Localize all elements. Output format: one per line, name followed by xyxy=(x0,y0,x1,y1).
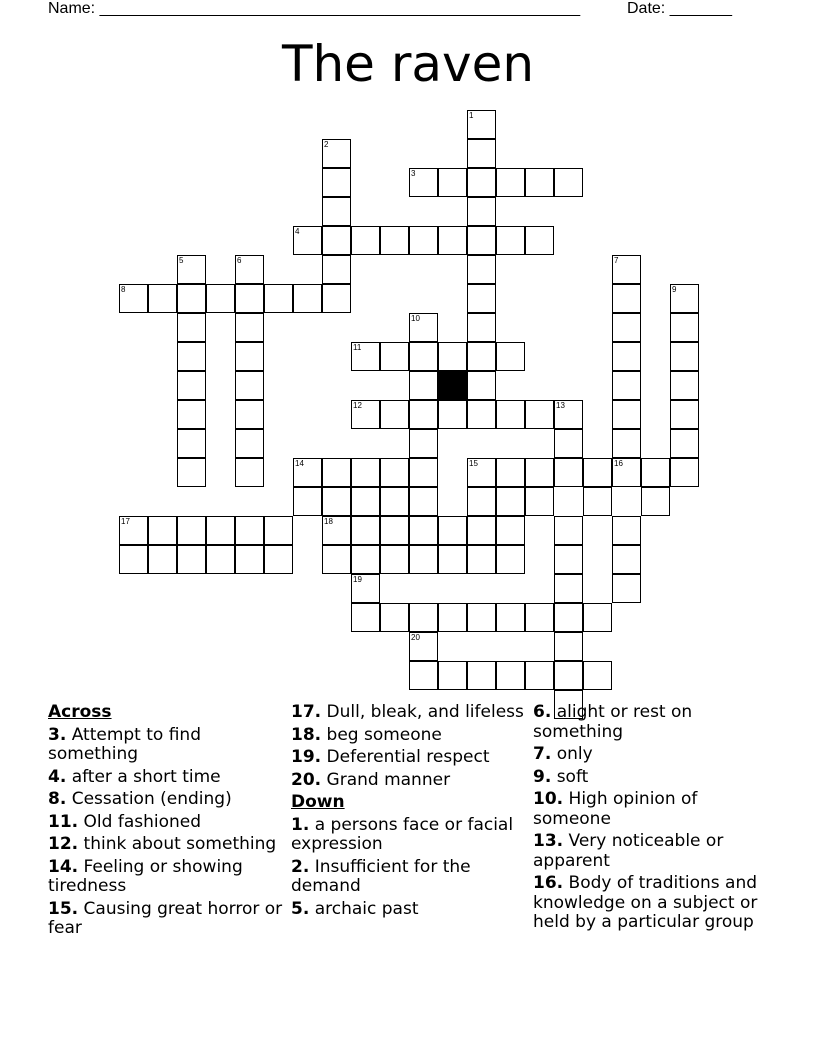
clue-number: 1. xyxy=(291,814,310,835)
grid-cell-black xyxy=(438,371,467,400)
grid-cell[interactable] xyxy=(438,516,467,545)
grid-cell[interactable] xyxy=(467,371,496,400)
grid-cell[interactable] xyxy=(409,516,438,545)
grid-cell[interactable] xyxy=(409,400,438,429)
grid-cell[interactable] xyxy=(351,603,380,632)
down-clue xyxy=(533,832,769,871)
across-clue xyxy=(291,726,527,746)
grid-cell[interactable] xyxy=(409,226,438,255)
grid-cell[interactable] xyxy=(467,545,496,574)
grid-cell[interactable] xyxy=(351,487,380,516)
grid-cell[interactable] xyxy=(525,603,554,632)
clue-text: Feeling or showing tiredness xyxy=(48,856,243,896)
grid-cell[interactable] xyxy=(322,516,351,545)
grid-cell[interactable] xyxy=(177,458,206,487)
grid-cell[interactable] xyxy=(583,487,612,516)
grid-cell[interactable] xyxy=(409,371,438,400)
clue-text: think about something xyxy=(83,834,277,854)
grid-cell[interactable] xyxy=(525,400,554,429)
clue-number: 19. xyxy=(291,747,322,767)
down-clue xyxy=(533,790,769,829)
grid-cell[interactable] xyxy=(525,487,554,516)
grid-cell[interactable] xyxy=(409,545,438,574)
clue-text: Very noticeable or apparent xyxy=(533,831,724,871)
clue-number-label: 17 xyxy=(121,517,130,526)
grid-cell[interactable] xyxy=(467,255,496,284)
grid-cell[interactable] xyxy=(148,545,177,574)
clue-number-label: 16 xyxy=(614,459,623,468)
grid-cell[interactable] xyxy=(670,342,699,371)
grid-cell[interactable] xyxy=(206,284,235,313)
grid-cell[interactable] xyxy=(467,226,496,255)
grid-cell[interactable] xyxy=(612,429,641,458)
grid-cell[interactable] xyxy=(641,458,670,487)
grid-cell[interactable] xyxy=(583,458,612,487)
grid-cell[interactable] xyxy=(670,313,699,342)
grid-cell[interactable] xyxy=(322,487,351,516)
down-clue xyxy=(533,768,769,788)
clue-number: 7. xyxy=(533,744,552,764)
grid-cell[interactable] xyxy=(554,661,583,690)
grid-cell[interactable] xyxy=(467,110,496,139)
grid-cell[interactable] xyxy=(525,226,554,255)
clue-number: 16. xyxy=(533,873,564,893)
clue-text: Old fashioned xyxy=(83,811,202,832)
grid-cell[interactable] xyxy=(409,429,438,458)
grid-cell[interactable] xyxy=(670,429,699,458)
clue-text: beg someone xyxy=(326,724,442,745)
clue-text: soft xyxy=(556,766,589,787)
across-heading: Across xyxy=(48,702,112,722)
grid-cell[interactable] xyxy=(380,516,409,545)
grid-cell[interactable] xyxy=(670,284,699,313)
grid-cell[interactable] xyxy=(177,545,206,574)
grid-cell[interactable] xyxy=(409,603,438,632)
grid-cell[interactable] xyxy=(264,516,293,545)
grid-cell[interactable] xyxy=(322,139,351,168)
grid-cell[interactable] xyxy=(467,168,496,197)
grid-cell[interactable] xyxy=(351,545,380,574)
clue-number-label: 15 xyxy=(469,459,478,468)
grid-cell[interactable] xyxy=(467,603,496,632)
grid-cell[interactable] xyxy=(467,458,496,487)
grid-cell[interactable] xyxy=(293,226,322,255)
clue-number: 15. xyxy=(48,898,79,919)
grid-cell[interactable] xyxy=(409,487,438,516)
grid-cell[interactable] xyxy=(612,371,641,400)
clue-number: 20. xyxy=(291,769,322,790)
clue-number: 9. xyxy=(533,766,552,787)
grid-cell[interactable] xyxy=(612,284,641,313)
clue-number-label: 10 xyxy=(411,314,420,323)
grid-cell[interactable] xyxy=(351,226,380,255)
clues-column-1 xyxy=(48,703,284,942)
clue-number: 18. xyxy=(291,724,322,745)
across-clue xyxy=(48,835,284,855)
clue-number-label: 8 xyxy=(121,285,126,294)
grid-cell[interactable] xyxy=(235,429,264,458)
grid-cell[interactable] xyxy=(177,284,206,313)
across-clue xyxy=(48,726,284,765)
grid-cell[interactable] xyxy=(496,487,525,516)
clue-number: 11. xyxy=(48,811,79,832)
grid-cell[interactable] xyxy=(496,458,525,487)
across-clue xyxy=(48,768,284,788)
clue-text: Deferential respect xyxy=(326,747,490,767)
grid-cell[interactable] xyxy=(438,226,467,255)
grid-cell[interactable] xyxy=(467,400,496,429)
grid-cell[interactable] xyxy=(467,197,496,226)
puzzle-title: The raven xyxy=(281,35,535,93)
clue-text: a persons face or facial expression xyxy=(291,814,514,854)
down-clue xyxy=(533,703,769,742)
grid-cell[interactable] xyxy=(322,255,351,284)
clue-number: 2. xyxy=(291,856,310,877)
grid-cell[interactable] xyxy=(293,487,322,516)
clue-text: only xyxy=(556,744,593,764)
date-field-label: Date: _______ xyxy=(627,0,732,17)
grid-cell[interactable] xyxy=(554,545,583,574)
grid-cell[interactable] xyxy=(670,400,699,429)
grid-cell[interactable] xyxy=(467,516,496,545)
grid-cell[interactable] xyxy=(496,545,525,574)
clue-number-label: 13 xyxy=(556,401,565,410)
clue-text: Grand manner xyxy=(326,769,451,790)
grid-cell[interactable] xyxy=(525,168,554,197)
grid-cell[interactable] xyxy=(293,458,322,487)
grid-cell[interactable] xyxy=(554,168,583,197)
clue-text: after a short time xyxy=(71,766,221,787)
grid-cell[interactable] xyxy=(496,661,525,690)
grid-cell[interactable] xyxy=(235,255,264,284)
grid-cell[interactable] xyxy=(612,313,641,342)
grid-cell[interactable] xyxy=(554,632,583,661)
grid-cell[interactable] xyxy=(525,458,554,487)
across-clue xyxy=(48,858,284,897)
across-clue xyxy=(291,703,527,723)
grid-cell[interactable] xyxy=(438,400,467,429)
grid-cell[interactable] xyxy=(554,516,583,545)
grid-cell[interactable] xyxy=(148,516,177,545)
grid-cell[interactable] xyxy=(409,632,438,661)
grid-cell[interactable] xyxy=(380,487,409,516)
clue-text: Cessation (ending) xyxy=(71,789,232,809)
clue-number: 6. xyxy=(533,702,552,722)
clue-text: archaic past xyxy=(314,898,419,919)
clue-number-label: 18 xyxy=(324,517,333,526)
grid-cell[interactable] xyxy=(380,458,409,487)
grid-cell[interactable] xyxy=(496,516,525,545)
grid-cell[interactable] xyxy=(525,661,554,690)
grid-cell[interactable] xyxy=(206,516,235,545)
grid-cell[interactable] xyxy=(583,661,612,690)
grid-cell[interactable] xyxy=(467,284,496,313)
clues-column-3 xyxy=(533,703,769,936)
grid-cell[interactable] xyxy=(670,371,699,400)
grid-cell[interactable] xyxy=(467,139,496,168)
grid-cell[interactable] xyxy=(554,429,583,458)
grid-cell[interactable] xyxy=(177,371,206,400)
grid-cell[interactable] xyxy=(409,168,438,197)
clue-text: alight or rest on something xyxy=(533,702,693,742)
clue-number-label: 1 xyxy=(469,111,474,120)
grid-cell[interactable] xyxy=(438,661,467,690)
across-clue xyxy=(48,790,284,810)
grid-cell[interactable] xyxy=(467,342,496,371)
grid-cell[interactable] xyxy=(496,400,525,429)
down-clue xyxy=(291,858,527,897)
grid-cell[interactable] xyxy=(119,284,148,313)
clue-number-label: 3 xyxy=(411,169,416,178)
grid-cell[interactable] xyxy=(322,226,351,255)
grid-cell[interactable] xyxy=(670,458,699,487)
clue-number-label: 9 xyxy=(672,285,677,294)
grid-cell[interactable] xyxy=(496,603,525,632)
grid-cell[interactable] xyxy=(177,313,206,342)
grid-cell[interactable] xyxy=(496,226,525,255)
down-clue xyxy=(291,900,527,920)
grid-cell[interactable] xyxy=(351,400,380,429)
grid-cell[interactable] xyxy=(235,313,264,342)
grid-cell[interactable] xyxy=(467,313,496,342)
grid-cell[interactable] xyxy=(380,545,409,574)
grid-cell[interactable] xyxy=(496,168,525,197)
grid-cell[interactable] xyxy=(264,284,293,313)
grid-cell[interactable] xyxy=(554,603,583,632)
grid-cell[interactable] xyxy=(409,342,438,371)
grid-cell[interactable] xyxy=(496,342,525,371)
clue-number-label: 19 xyxy=(353,575,362,584)
grid-cell[interactable] xyxy=(322,197,351,226)
grid-cell[interactable] xyxy=(177,255,206,284)
grid-cell[interactable] xyxy=(467,661,496,690)
down-clue xyxy=(533,745,769,765)
grid-cell[interactable] xyxy=(554,400,583,429)
grid-cell[interactable] xyxy=(322,284,351,313)
grid-cell[interactable] xyxy=(612,342,641,371)
grid-cell[interactable] xyxy=(235,516,264,545)
clue-number-label: 12 xyxy=(353,401,362,410)
clue-text: Attempt to find something xyxy=(48,724,201,764)
grid-cell[interactable] xyxy=(554,458,583,487)
clue-text: Insufficient for the demand xyxy=(291,856,471,896)
grid-cell[interactable] xyxy=(206,545,235,574)
grid-cell[interactable] xyxy=(612,400,641,429)
grid-cell[interactable] xyxy=(322,168,351,197)
clue-text: Body of traditions and knowledge on a subject or held by a particular group xyxy=(533,873,758,932)
grid-cell[interactable] xyxy=(612,574,641,603)
clue-text: Causing great horror or fear xyxy=(48,898,283,938)
clue-number: 12. xyxy=(48,834,79,854)
name-field-label: Name: ______________________________________________________ xyxy=(48,0,581,17)
grid-cell[interactable] xyxy=(583,603,612,632)
grid-cell[interactable] xyxy=(148,284,177,313)
grid-cell[interactable] xyxy=(351,342,380,371)
grid-cell[interactable] xyxy=(177,516,206,545)
clue-number: 14. xyxy=(48,856,79,877)
clue-number: 3. xyxy=(48,724,67,745)
clue-number: 10. xyxy=(533,789,564,809)
grid-cell[interactable] xyxy=(351,516,380,545)
grid-cell[interactable] xyxy=(119,545,148,574)
grid-cell[interactable] xyxy=(467,487,496,516)
clues-column-2 xyxy=(291,703,527,922)
clue-number: 8. xyxy=(48,789,67,809)
grid-cell[interactable] xyxy=(235,458,264,487)
grid-cell[interactable] xyxy=(612,545,641,574)
clue-number: 4. xyxy=(48,766,67,787)
grid-cell[interactable] xyxy=(438,168,467,197)
grid-cell[interactable] xyxy=(554,574,583,603)
grid-cell[interactable] xyxy=(409,661,438,690)
grid-cell[interactable] xyxy=(409,458,438,487)
clue-text: High opinion of someone xyxy=(533,789,698,829)
grid-cell[interactable] xyxy=(119,516,148,545)
grid-cell[interactable] xyxy=(235,371,264,400)
down-clue xyxy=(533,874,769,933)
grid-cell[interactable] xyxy=(322,458,351,487)
grid-cell[interactable] xyxy=(235,284,264,313)
grid-cell[interactable] xyxy=(438,545,467,574)
across-clue xyxy=(291,748,527,768)
grid-cell[interactable] xyxy=(641,487,670,516)
grid-cell[interactable] xyxy=(322,545,351,574)
across-clue xyxy=(48,900,284,939)
grid-cell[interactable] xyxy=(351,458,380,487)
grid-cell[interactable] xyxy=(612,516,641,545)
grid-cell[interactable] xyxy=(235,400,264,429)
clue-number-label: 2 xyxy=(324,140,329,149)
grid-cell[interactable] xyxy=(380,603,409,632)
grid-cell[interactable] xyxy=(177,342,206,371)
grid-cell[interactable] xyxy=(438,603,467,632)
grid-cell[interactable] xyxy=(380,342,409,371)
grid-cell[interactable] xyxy=(235,342,264,371)
clue-number-label: 11 xyxy=(353,343,362,352)
across-clue xyxy=(291,771,527,791)
across-clue xyxy=(48,813,284,833)
clue-number-label: 20 xyxy=(411,633,420,642)
grid-cell[interactable] xyxy=(293,284,322,313)
down-heading: Down xyxy=(291,792,345,812)
clue-number: 17. xyxy=(291,702,322,722)
clue-text: Dull, bleak, and lifeless xyxy=(326,702,524,722)
clue-number: 5. xyxy=(291,898,310,919)
clue-number-label: 6 xyxy=(237,256,242,265)
grid-cell[interactable] xyxy=(380,400,409,429)
clue-number-label: 4 xyxy=(295,227,300,236)
grid-cell[interactable] xyxy=(380,226,409,255)
grid-cell[interactable] xyxy=(351,574,380,603)
clue-number-label: 7 xyxy=(614,256,619,265)
grid-cell[interactable] xyxy=(409,313,438,342)
clue-number-label: 5 xyxy=(179,256,184,265)
grid-cell[interactable] xyxy=(264,545,293,574)
grid-cell[interactable] xyxy=(612,255,641,284)
grid-cell[interactable] xyxy=(438,342,467,371)
clue-number: 13. xyxy=(533,831,564,851)
grid-cell[interactable] xyxy=(177,400,206,429)
down-clue xyxy=(291,816,527,855)
grid-cell[interactable] xyxy=(177,429,206,458)
grid-cell[interactable] xyxy=(612,458,641,487)
grid-cell[interactable] xyxy=(235,545,264,574)
clue-number-label: 14 xyxy=(295,459,304,468)
